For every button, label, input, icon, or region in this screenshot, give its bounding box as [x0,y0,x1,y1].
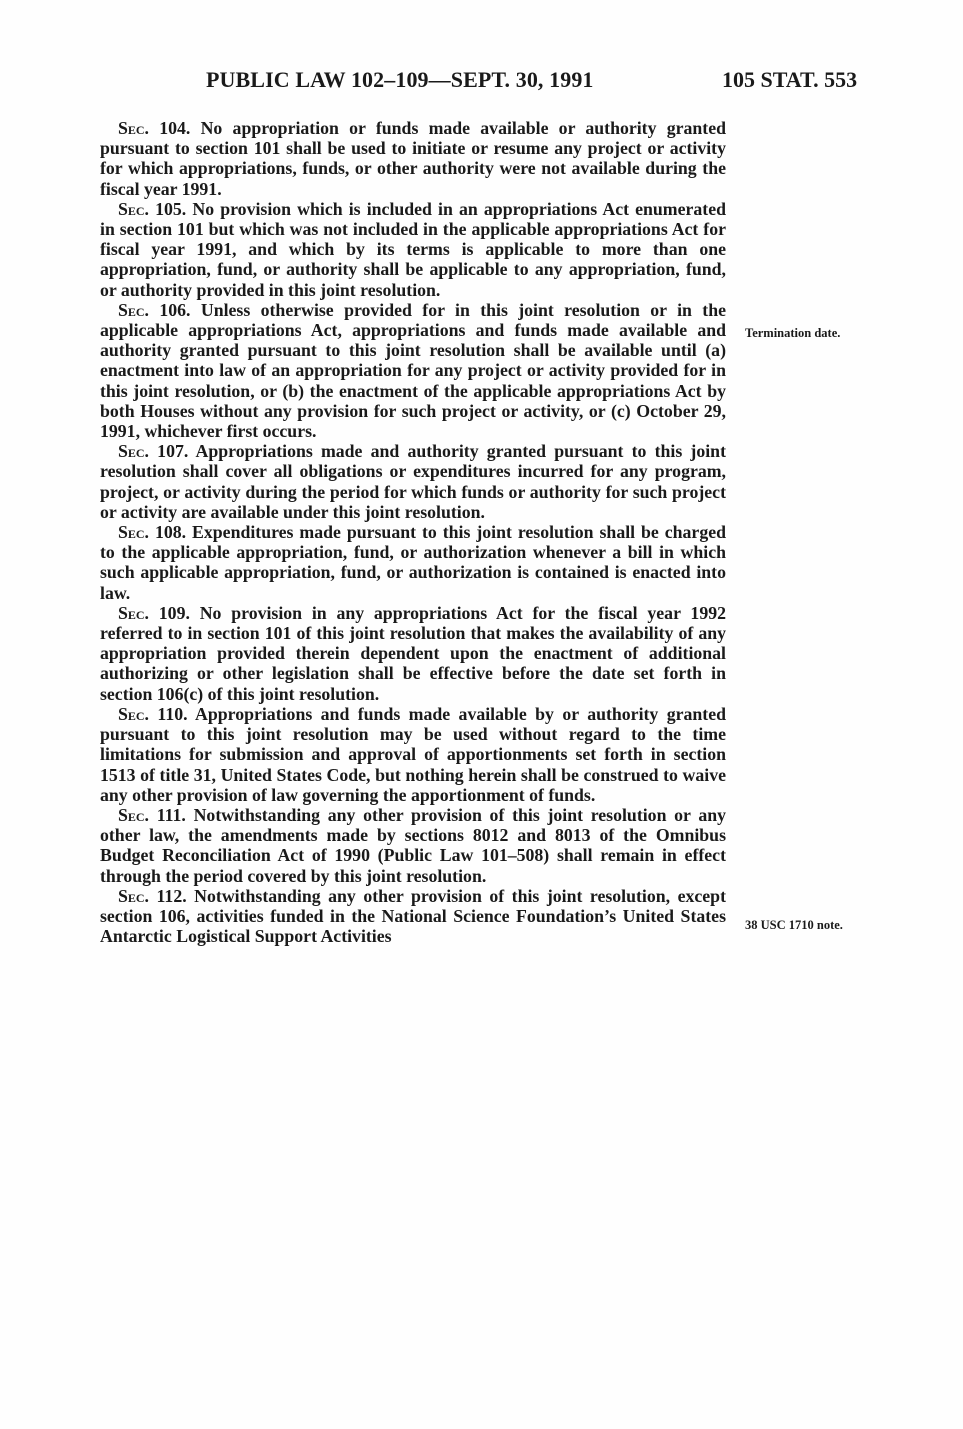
section-text: No appropriation or funds made available or authority granted pursuant to section 101 shall be used to initiate or resume any project or activity for which appropriations, funds, or other authority were not available during the fiscal year 1991. [100,118,726,199]
margin-note-usc: 38 USC 1710 note. [745,918,843,932]
section-label: Sec. 111. [118,804,186,825]
section-label: Sec. 107. [118,441,189,462]
section-paragraph [100,805,726,886]
section-label: Sec. 105. [118,198,187,219]
body-text [100,118,726,946]
section-paragraph [100,199,726,300]
section-text: Expenditures made pursuant to this joint resolution shall be charged to the applicable appropriation, fund, or authorization whenever a bill in which such applicable appropriation, fund, or authorization is contained is enacted into law. [100,522,726,603]
section-label: Sec. 110. [118,703,188,724]
section-text: Unless otherwise provided for in this joint resolution or in the applicable appropriations Act, appropriations and funds made available and authority granted pursuant to this joint resolution shall be available until (a) enactment into law of an appropriation for any project or activity provided for in this joint resolution, or (b) the enactment of the applicable appropriations Act by both Houses without any provision for such project or activity, or (c) October 29, 1991, whichever first occurs. [100,299,726,442]
section-label: Sec. 106. [118,299,191,320]
section-text: No provision which is included in an appropriations Act enumerated in section 101 but which was not included in the applicable appropriations Act for fiscal year 1991, and which by its terms is applicable to more than one appropriation, fund, or authority shall be applicable to any appropriation, fund, or authority provided in this joint resolution. [100,198,726,300]
running-header-title: PUBLIC LAW 102–109—SEPT. 30, 1991 [206,67,594,92]
section-label: Sec. 104. [118,118,191,138]
section-paragraph [100,603,726,704]
section-text: Notwithstanding any other provision of this joint resolution, except section 106, activities funded in the National Science Foundation’s United States Antarctic Logistical Support Activities [100,885,726,947]
section-paragraph [100,886,726,947]
section-paragraph [100,704,726,805]
section-paragraph [100,522,726,603]
section-paragraph [100,300,726,441]
section-text: Appropriations and funds made available by or authority granted pursuant to this joint resolution may be used without regard to the time limitations for submission and approval of apportionments set forth in section 1513 of title 31, United States Code, but nothing herein shall be construed to waive any other provision of law governing the apportionment of funds. [100,703,726,805]
section-label: Sec. 108. [118,522,187,543]
margin-note-termination: Termination date. [745,326,841,340]
section-paragraph [100,441,726,522]
section-text: Notwithstanding any other provision of this joint resolution or any other law, the amendments made by sections 8012 and 8013 of the Omnibus Budget Reconciliation Act of 1990 (Public Law 101–508) shall remain in effect through the period covered by this joint resolution. [100,804,727,886]
section-text: No provision in any appropriations Act for the fiscal year 1992 referred to in section 101 of this joint resolution that makes the availability of any appropriation provided therein dependent upon the enactment of additional authorizing or other legislation shall be effective before the date set forth in section 106(c) of this joint resolution. [100,602,726,704]
section-paragraph [100,118,726,199]
page-reference: 105 STAT. 553 [722,67,858,92]
section-label: Sec. 112. [118,885,187,906]
section-text: Appropriations made and authority granted pursuant to this joint resolution shall cover all obligations or expenditures incurred for any program, project, or activity during the period for which funds or authority for such project or activity are available under this joint resolution. [100,441,726,522]
section-label: Sec. 109. [118,602,190,623]
